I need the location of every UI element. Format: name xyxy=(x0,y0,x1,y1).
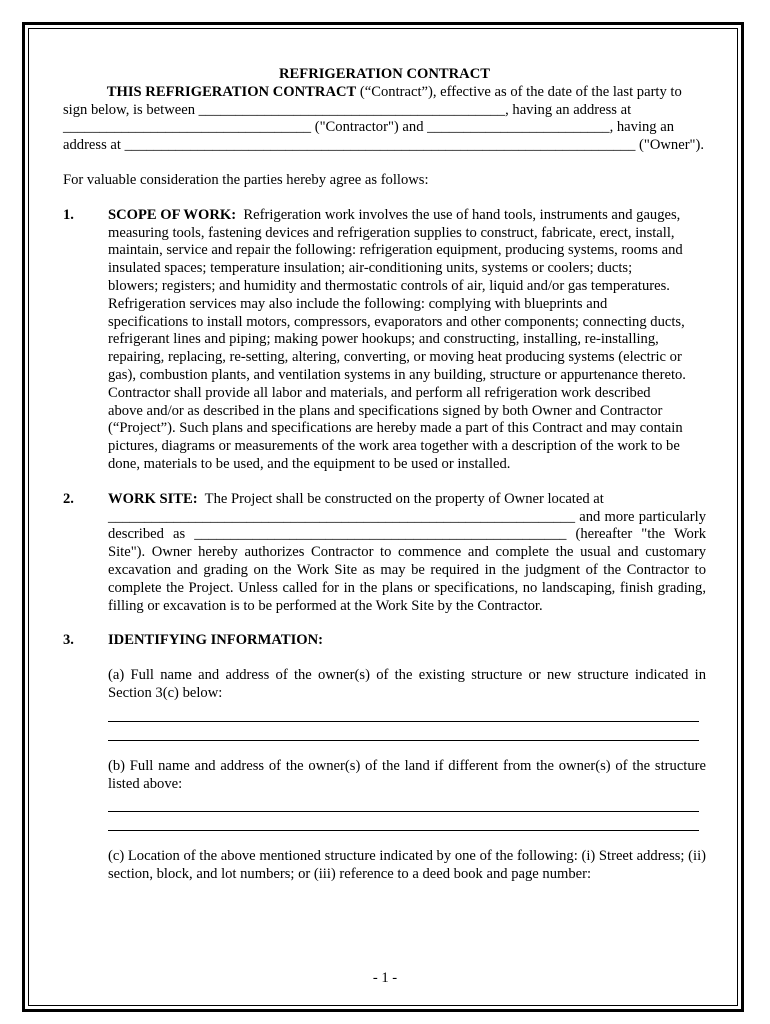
section-scope-of-work xyxy=(63,207,706,474)
blank-line xyxy=(108,722,699,741)
subsection-c: (c) Location of the above mentioned structure indicated by one of the following: (i) Street address; (ii) section, block, and lot numbers; or (iii) reference to a deed book and page number: xyxy=(108,848,706,883)
section-line: Refrigeration services may also include the following: complying with blueprints and xyxy=(108,295,608,312)
blank-line xyxy=(108,812,699,831)
intro-bold: THIS REFRIGERATION CONTRACT xyxy=(106,83,357,100)
intro-line3: __________________________________ ("Contractor") and _________________________, having an xyxy=(63,119,675,136)
section-line: specifications to install motors, compressors, evaporators and other components; connecting ducts, xyxy=(108,313,685,330)
section-line: insulated spaces; temperature insulation; air-conditioning units, systems or coolers; ducts; xyxy=(108,260,633,277)
intro-line1-rest: (“Contract”), effective as of the date of the last party to xyxy=(356,83,682,100)
section-line: measuring tools, fastening devices and refrigeration supplies to construct, fabricate, erect, install, xyxy=(108,224,675,241)
section-heading: WORK SITE: xyxy=(108,490,198,507)
intro-spacer xyxy=(63,84,107,100)
section-work-site xyxy=(63,491,706,616)
section-line: done, materials to be used, and the equipment to be used or installed. xyxy=(108,455,511,472)
section-number: 1. xyxy=(63,206,74,223)
section-line: Refrigeration work involves the use of hand tools, instruments and gauges, xyxy=(243,206,681,223)
intro-paragraph xyxy=(63,84,706,155)
document-title: REFRIGERATION CONTRACT xyxy=(279,66,490,82)
section-body: ________________________________________________________________ and more particularly described as ___________________________________________________ (hereafter "the Work Site"). Owner hereby authorizes Contractor to commence and complete the usual and customary excavation and grading on the Work Site as may be required in the judgment of the Contractor to complete the Project. Unless called for in the plans or specifications, no landscaping, finish grading, filling or excavation is to be performed at the Work Site by the Contractor. xyxy=(108,508,706,614)
section-number: 2. xyxy=(63,490,74,507)
section-line: gas), combustion plants, and ventilation systems in any building, structure or appurtenance thereto. xyxy=(108,366,686,383)
section-identifying-information xyxy=(63,632,706,884)
blank-line xyxy=(108,703,699,722)
section-first-line: The Project shall be constructed on the property of Owner located at xyxy=(204,490,604,507)
intro-line2: sign below, is between __________________________________________, having an address at xyxy=(63,101,632,118)
section-heading: IDENTIFYING INFORMATION: xyxy=(108,632,323,649)
section-line: refrigerant lines and piping; making power hookups; and constructing, installing, re-installing, xyxy=(108,331,659,348)
section-line: pictures, diagrams or measurements of the work area together with a description of the work to be xyxy=(108,438,680,455)
page-number: - 1 - xyxy=(372,970,398,986)
section-line: (“Project”). Such plans and specifications are hereby made a part of this Contract and may contain xyxy=(108,420,683,437)
section-number: 3. xyxy=(63,632,74,649)
section-line: above and/or as described in the plans and specifications signed by both Owner and Contractor xyxy=(108,402,663,419)
section-line: repairing, replacing, re-setting, altering, converting, or moving heat producing systems (electric or xyxy=(108,349,682,366)
contract-page xyxy=(63,66,706,884)
section-line: Contractor shall provide all labor and materials, and perform all refrigeration work described xyxy=(108,384,651,401)
subsection-a: (a) Full name and address of the owner(s) of the existing structure or new structure indicated in Section 3(c) below: xyxy=(108,667,706,701)
intro-line4: address at ______________________________________________________________________ ("Owner"). xyxy=(63,137,705,154)
section-line: blowers; registers; and humidity and thermostatic controls of air, liquid and/or gas temperatures. xyxy=(108,277,670,294)
consideration-text: For valuable consideration the parties hereby agree as follows: xyxy=(63,171,429,188)
section-line: maintain, service and repair the following: refrigeration equipment, producing systems, rooms and xyxy=(108,242,683,259)
section-heading: SCOPE OF WORK: xyxy=(108,206,237,223)
blank-line xyxy=(108,793,699,812)
subsection-b: (b) Full name and address of the owner(s) of the land if different from the owner(s) of the structure listed above: xyxy=(108,757,706,792)
